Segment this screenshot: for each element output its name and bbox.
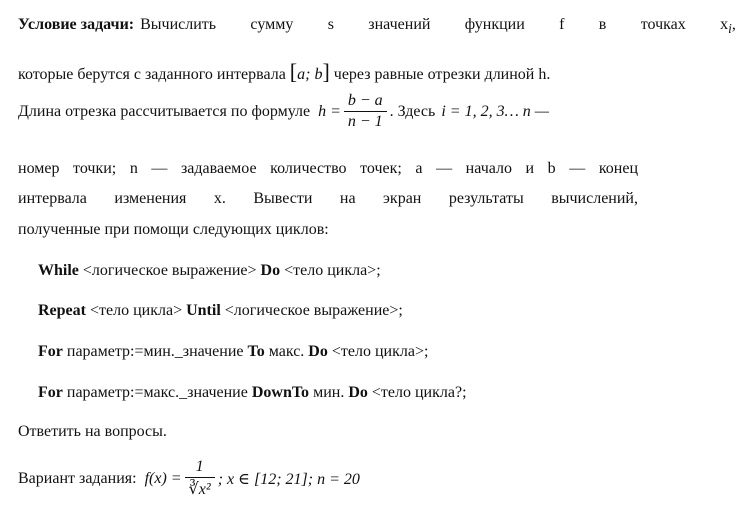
loop-for-downto: For параметр:=макс._значение DownTo мин. Do <тело цикла?; <box>38 384 467 401</box>
paragraph-line-6: полученные при помощи следующих циклов: <box>18 221 329 238</box>
paragraph-line-1: Условие задачи: Вычислить сумму s значений функции f в точках x $_i$, <box>18 16 736 37</box>
step-formula-fraction: $\frac{b - a}{n - 1}$ <box>344 92 387 131</box>
variant-line: Вариант задания: f(x) = $\frac{1}{\text{∛x²}}$ ; x ∈ [12; 21]; n = 20 <box>18 458 360 498</box>
paragraph-line-2: которые берутся с заданного интервала [a; b] через равные отрезки длиной h. <box>18 59 551 84</box>
task-label: Условие задачи: <box>18 16 135 33</box>
answer-questions: Ответить на вопросы. <box>18 423 167 440</box>
task-text-1: Вычислить сумму s значений функции f в точках x <box>140 16 729 33</box>
loop-for-to: For параметр:=мин._значение To макс. Do <тело цикла>; <box>38 343 429 360</box>
loop-repeat: Repeat <тело цикла> Until <логическое выражение>; <box>38 302 403 319</box>
variant-function-fraction: $\frac{1}{\text{∛x²}}$ <box>185 458 215 499</box>
paragraph-line-4: номер точки; n — задаваемое количество точек; a — начало и b — конец <box>18 160 638 177</box>
paragraph-line-5: интервала изменения x. Вывести на экран результаты вычислений, <box>18 190 638 207</box>
interval-ab: [a; b] <box>289 59 330 84</box>
paragraph-line-3: Длина отрезка рассчитывается по формуле h = $\frac{b - a}{n - 1}$ . Здесь i = 1, 2, 3… n — <box>18 92 550 130</box>
loop-while: While <логическое выражение> Do <тело цикла>; <box>38 262 381 279</box>
